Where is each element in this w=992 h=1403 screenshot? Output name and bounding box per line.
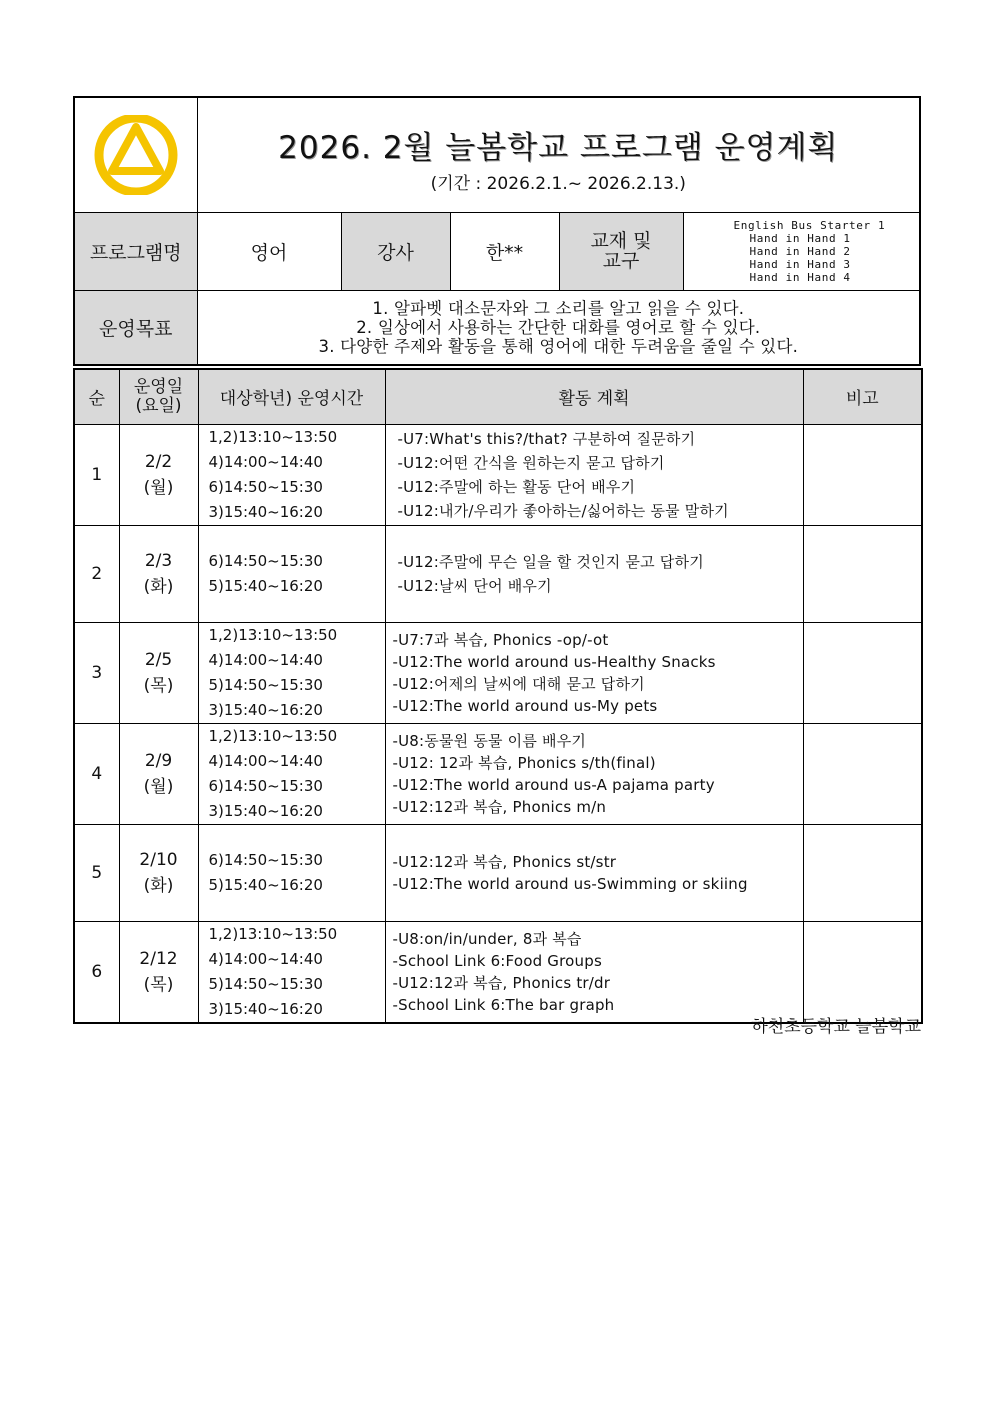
activity-item: -U12:주말에 하는 활동 단어 배우기 [397,477,636,496]
day-value: (목) [143,974,174,995]
activity-item: -U12:주말에 무슨 일을 할 것인지 묻고 답하기 [397,552,704,571]
row-times [198,723,385,824]
row-date [119,921,198,1023]
activity-item: -U12:12과 복습, Phonics m/n [392,797,607,816]
time-slot: 6)14:50~15:30 [208,850,323,869]
col-date-header-line1: 운영일 [133,376,184,397]
col-no-header: 순 [74,369,119,424]
col-note-header: 비고 [803,369,922,424]
goals-label: 운영목표 [74,290,197,365]
time-slot: 5)15:40~16:20 [208,576,323,595]
time-slot: 5)15:40~16:20 [208,875,323,894]
row-date [119,723,198,824]
materials-list [683,212,920,290]
activity-item: -U8:on/in/under, 8과 복습 [392,929,582,948]
material-item: Hand in Hand 1 [749,231,851,245]
goals-list [197,290,920,365]
time-slot: 3)15:40~16:20 [208,700,323,719]
time-slot: 4)14:00~14:40 [208,949,323,968]
teacher-label: 강사 [341,212,450,290]
row-note [803,723,922,824]
activity-item: -U7:7과 복습, Phonics -op/-ot [392,630,609,649]
activity-item: -U12:The world around us-Swimming or skiing [392,874,748,893]
row-number: 5 [74,824,119,921]
row-date [119,424,198,525]
date-value: 2/9 [144,750,173,771]
date-value: 2/3 [144,550,173,571]
activity-item: -School Link 6:Food Groups [392,951,602,970]
time-slot: 4)14:00~14:40 [208,650,323,669]
activity-item: -U12:12과 복습, Phonics tr/dr [392,973,611,992]
time-slot: 6)14:50~15:30 [208,551,323,570]
time-slot: 5)14:50~15:30 [208,675,323,694]
row-date [119,622,198,723]
row-note [803,525,922,622]
logo-cell [74,97,197,212]
col-activity-header: 활동 계획 [385,369,803,424]
row-number: 2 [74,525,119,622]
activity-item: -U8:동물원 동물 이름 배우기 [392,731,587,750]
row-activities [385,622,803,723]
materials-label-line1: 교재 및 [590,230,652,252]
time-slot: 6)14:50~15:30 [208,776,323,795]
activity-item: -U12:어떤 간식을 원하는지 묻고 답하기 [397,453,665,472]
table-row [74,824,922,921]
row-date [119,824,198,921]
title-cell [197,97,920,212]
activity-item: -U12:The world around us-My pets [392,696,658,715]
time-slot: 3)15:40~16:20 [208,502,323,521]
row-times [198,921,385,1023]
row-times [198,622,385,723]
activity-item: -U12:12과 복습, Phonics st/str [392,852,617,871]
time-slot: 3)15:40~16:20 [208,999,323,1018]
table-row [74,723,922,824]
goal-item: 1. 알파벳 대소문자와 그 소리를 알고 읽을 수 있다. [372,298,745,318]
time-slot: 4)14:00~14:40 [208,751,323,770]
row-times [198,824,385,921]
schedule-table [73,368,923,1024]
date-value: 2/2 [144,451,173,472]
materials-label [559,212,683,290]
date-value: 2/5 [144,649,173,670]
school-emblem-icon [94,115,178,195]
row-note [803,921,922,1023]
day-value: (월) [143,477,174,498]
activity-item: -U7:What's this?/that? 구분하여 질문하기 [397,429,696,448]
period-text: (기간 : 2026.2.1.~ 2026.2.13.) [430,173,686,194]
program-label: 프로그램명 [74,212,197,290]
day-value: (월) [143,776,174,797]
materials-label-line2: 교구 [602,250,640,272]
activity-item: -U12:The world around us-Healthy Snacks [392,652,716,671]
activity-item: -U12:The world around us-A pajama party [392,775,715,794]
time-slot: 1,2)13:10~13:50 [208,625,338,644]
row-activities [385,723,803,824]
table-row [74,424,922,525]
schedule-header-row [74,369,922,424]
activity-item: -U12: 12과 복습, Phonics s/th(final) [392,753,656,772]
time-slot: 1,2)13:10~13:50 [208,726,338,745]
activity-item: -U12:날씨 단어 배우기 [397,576,552,595]
row-activities [385,921,803,1023]
row-date [119,525,198,622]
row-note [803,622,922,723]
plan-document [73,96,921,1024]
row-number: 3 [74,622,119,723]
material-item: Hand in Hand 2 [749,244,851,258]
day-value: (화) [143,576,174,597]
row-times [198,424,385,525]
row-activities [385,525,803,622]
day-value: (목) [143,675,174,696]
time-slot: 1,2)13:10~13:50 [208,924,338,943]
row-activities [385,424,803,525]
row-number: 4 [74,723,119,824]
row-times [198,525,385,622]
row-number: 6 [74,921,119,1023]
material-item: Hand in Hand 3 [749,257,851,271]
time-slot: 4)14:00~14:40 [208,452,323,471]
col-date-header [119,369,198,424]
row-number: 1 [74,424,119,525]
time-slot: 5)14:50~15:30 [208,974,323,993]
row-note [803,824,922,921]
goal-item: 2. 일상에서 사용하는 간단한 대화를 영어로 할 수 있다. [356,317,761,337]
school-name-footer: 하천초등학교 늘봄학교 [751,1017,921,1037]
activity-item: -School Link 6:The bar graph [392,995,615,1014]
activity-item: -U12:내가/우리가 좋아하는/싫어하는 동물 말하기 [397,501,729,520]
time-slot: 1,2)13:10~13:50 [208,427,338,446]
header-table [73,96,921,366]
teacher-value: 한** [450,212,559,290]
page-title: 2026. 2월 늘봄학교 프로그램 운영계획 [278,129,839,166]
row-activities [385,824,803,921]
time-slot: 6)14:50~15:30 [208,477,323,496]
date-value: 2/10 [139,849,178,870]
program-value: 영어 [197,212,341,290]
time-slot: 3)15:40~16:20 [208,801,323,820]
activity-item: -U12:어제의 날씨에 대해 묻고 답하기 [392,674,645,693]
date-value: 2/12 [139,948,178,969]
col-time-header: 대상학년) 운영시간 [198,369,385,424]
col-date-header-line2: (요일) [135,395,182,416]
table-row [74,525,922,622]
goal-item: 3. 다양한 주제와 활동을 통해 영어에 대한 두려움을 줄일 수 있다. [318,336,799,356]
material-item: Hand in Hand 4 [749,270,851,284]
day-value: (화) [143,875,174,896]
table-row [74,921,922,1023]
table-row [74,622,922,723]
material-item: English Bus Starter 1 [733,218,886,232]
row-note [803,424,922,525]
